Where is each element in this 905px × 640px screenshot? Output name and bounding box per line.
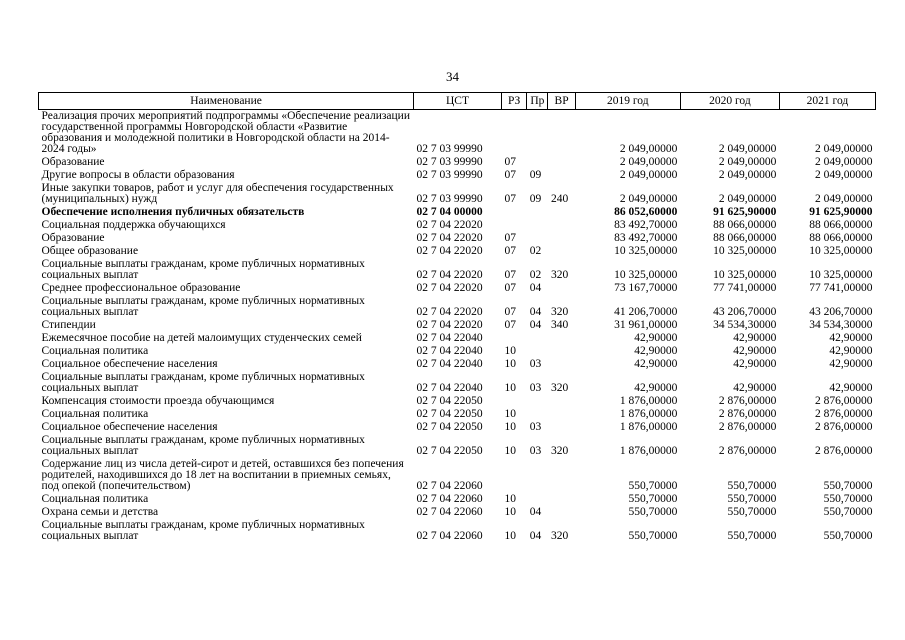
cell-rz: 07 xyxy=(504,319,516,331)
cell-name: Образование xyxy=(41,232,105,244)
cell-2019: 1 876,00000 xyxy=(619,421,678,433)
cell-rz: 10 xyxy=(504,506,516,518)
cell-2021: 43 206,70000 xyxy=(809,306,873,318)
cell-2021: 2 049,00000 xyxy=(815,169,873,181)
cell-2019: 42,90000 xyxy=(634,358,678,370)
cell-2019: 42,90000 xyxy=(634,332,678,344)
cell-rz xyxy=(501,110,526,157)
cell-pr: 09 xyxy=(529,169,542,181)
cell-2020: 42,90000 xyxy=(733,382,777,394)
cell-cst: 02 7 04 22020 xyxy=(416,306,483,318)
cell-cst: 02 7 04 22060 xyxy=(416,480,483,492)
cell-name: Социальная политика xyxy=(41,408,149,420)
cell-name: Иные закупки товаров, работ и услуг для обеспечения государственных (муниципальных) нужд xyxy=(41,182,394,205)
cell-2021: 42,90000 xyxy=(829,332,873,344)
cell-name: Общее образование xyxy=(41,245,139,257)
cell-cst: 02 7 04 22020 xyxy=(416,219,483,231)
cell-rz: 10 xyxy=(504,493,516,505)
cell-vr xyxy=(548,169,575,182)
cell-2020: 88 066,00000 xyxy=(713,232,777,244)
table-row xyxy=(39,371,876,395)
table-row xyxy=(39,345,876,358)
cell-2020: 10 325,00000 xyxy=(713,245,777,257)
cell-2021: 550,70000 xyxy=(823,480,873,492)
cell-2020: 10 325,00000 xyxy=(713,269,777,281)
table-row xyxy=(39,358,876,371)
cell-rz xyxy=(501,395,526,408)
cell-cst: 02 7 04 22050 xyxy=(416,421,483,433)
cell-name: Среднее профессиональное образование xyxy=(41,282,241,294)
cell-2021: 42,90000 xyxy=(829,358,873,370)
cell-2019: 2 049,00000 xyxy=(619,143,678,155)
cell-2020: 88 066,00000 xyxy=(713,219,777,231)
cell-vr xyxy=(548,219,575,232)
cell-2019: 83 492,70000 xyxy=(614,232,678,244)
cell-cst: 02 7 04 22040 xyxy=(416,345,483,357)
cell-rz: 07 xyxy=(504,169,516,181)
cell-name: Социальные выплаты гражданам, кроме публичных нормативных социальных выплат xyxy=(41,371,365,394)
cell-2020: 43 206,70000 xyxy=(713,306,777,318)
cell-2021: 550,70000 xyxy=(823,506,873,518)
table-row xyxy=(39,434,876,458)
cell-2021: 10 325,00000 xyxy=(809,245,873,257)
header-2021: 2021 год xyxy=(779,93,875,110)
cell-2021: 88 066,00000 xyxy=(809,219,873,231)
cell-cst: 02 7 04 22020 xyxy=(416,282,483,294)
cell-2019: 1 876,00000 xyxy=(619,408,678,420)
table-row xyxy=(39,182,876,206)
table-row xyxy=(39,395,876,408)
cell-2019: 41 206,70000 xyxy=(614,306,678,318)
cell-2020: 550,70000 xyxy=(727,530,777,542)
cell-cst: 02 7 04 22040 xyxy=(416,358,483,370)
cell-2019: 1 876,00000 xyxy=(619,395,678,407)
cell-pr xyxy=(527,110,548,157)
table-row xyxy=(39,110,876,157)
cell-2021: 77 741,00000 xyxy=(809,282,873,294)
table-header xyxy=(39,93,876,110)
cell-cst: 02 7 04 22040 xyxy=(416,382,483,394)
cell-2021: 2 876,00000 xyxy=(815,395,873,407)
cell-2019: 1 876,00000 xyxy=(619,445,678,457)
cell-rz: 07 xyxy=(504,193,516,205)
cell-rz: 10 xyxy=(504,530,516,542)
table-row xyxy=(39,519,876,543)
cell-name: Охрана семьи и детства xyxy=(41,506,159,518)
cell-2020: 2 876,00000 xyxy=(718,445,777,457)
table-row xyxy=(39,282,876,295)
budget-table xyxy=(38,92,876,543)
cell-pr: 03 xyxy=(529,358,542,370)
cell-2020: 2 049,00000 xyxy=(718,156,777,168)
cell-2021: 550,70000 xyxy=(823,530,873,542)
cell-name: Социальные выплаты гражданам, кроме публичных нормативных социальных выплат xyxy=(41,519,365,542)
cell-rz: 07 xyxy=(504,306,516,318)
cell-vr xyxy=(548,358,575,371)
table-row xyxy=(39,319,876,332)
cell-pr: 02 xyxy=(529,269,542,281)
cell-name: Содержание лиц из числа детей-сирот и детей, оставшихся без попечения родителей, находившихся до 18 лет на воспитании в приемных семьях, под опекой (попечительством) xyxy=(41,458,404,492)
cell-pr: 04 xyxy=(529,506,542,518)
cell-vr xyxy=(548,232,575,245)
cell-rz xyxy=(501,219,526,232)
cell-cst: 02 7 03 99990 xyxy=(416,156,483,168)
cell-rz: 10 xyxy=(504,421,516,433)
table-row xyxy=(39,506,876,519)
cell-cst: 02 7 04 22060 xyxy=(416,530,483,542)
cell-2021: 2 876,00000 xyxy=(815,421,873,433)
cell-2021: 34 534,30000 xyxy=(809,319,873,331)
table-row xyxy=(39,219,876,232)
cell-2021: 2 049,00000 xyxy=(815,156,873,168)
cell-2019: 2 049,00000 xyxy=(619,169,678,181)
cell-vr xyxy=(548,458,575,493)
table-row xyxy=(39,206,876,219)
cell-cst: 02 7 04 22050 xyxy=(416,395,483,407)
header-vr: ВР xyxy=(548,93,575,110)
cell-name: Социальное обеспечение населения xyxy=(41,358,218,370)
cell-2020: 42,90000 xyxy=(733,332,777,344)
header-pr: Пр xyxy=(527,93,548,110)
cell-vr: 320 xyxy=(550,269,569,281)
cell-name: Социальная политика xyxy=(41,493,149,505)
cell-pr xyxy=(527,232,548,245)
cell-cst: 02 7 04 22060 xyxy=(416,506,483,518)
cell-rz xyxy=(501,332,526,345)
table-row xyxy=(39,295,876,319)
cell-2019: 10 325,00000 xyxy=(614,269,678,281)
cell-vr xyxy=(548,421,575,434)
cell-pr: 04 xyxy=(529,530,542,542)
cell-name: Социальные выплаты гражданам, кроме публичных нормативных социальных выплат xyxy=(41,258,365,281)
table-row xyxy=(39,332,876,345)
cell-2019: 86 052,60000 xyxy=(614,206,678,218)
cell-2019: 2 049,00000 xyxy=(619,156,678,168)
cell-pr xyxy=(527,493,548,506)
cell-2021: 2 049,00000 xyxy=(815,143,873,155)
cell-2021: 2 876,00000 xyxy=(815,445,873,457)
table-row xyxy=(39,232,876,245)
cell-rz: 07 xyxy=(504,269,516,281)
cell-vr: 320 xyxy=(550,382,569,394)
cell-cst: 02 7 04 22050 xyxy=(416,445,483,457)
cell-2019: 83 492,70000 xyxy=(614,219,678,231)
cell-vr xyxy=(548,345,575,358)
cell-2020: 2 049,00000 xyxy=(718,143,777,155)
cell-name: Социальное обеспечение населения xyxy=(41,421,218,433)
cell-pr: 03 xyxy=(529,421,542,433)
table-row xyxy=(39,408,876,421)
cell-name: Реализация прочих мероприятий подпрограммы «Обеспечение реализации государственной программы Новгородской области «Развитие образования и молодежной политики в Новгородской области на 2014-2024 годы» xyxy=(41,110,410,155)
cell-cst: 02 7 04 22020 xyxy=(416,269,483,281)
cell-pr: 04 xyxy=(529,319,542,331)
cell-cst: 02 7 04 22040 xyxy=(416,332,483,344)
cell-cst: 02 7 04 22050 xyxy=(416,408,483,420)
cell-vr xyxy=(548,245,575,258)
cell-rz: 10 xyxy=(504,445,516,457)
cell-vr: 320 xyxy=(550,306,569,318)
cell-2021: 550,70000 xyxy=(823,493,873,505)
cell-rz: 07 xyxy=(504,282,516,294)
table-body xyxy=(39,110,876,544)
cell-name: Обеспечение исполнения публичных обязательств xyxy=(41,206,305,218)
cell-pr: 04 xyxy=(529,282,542,294)
cell-vr xyxy=(548,156,575,169)
cell-cst: 02 7 03 99990 xyxy=(416,169,483,181)
cell-2020: 550,70000 xyxy=(727,506,777,518)
cell-name: Другие вопросы в области образования xyxy=(41,169,235,181)
cell-2021: 10 325,00000 xyxy=(809,269,873,281)
cell-2019: 31 961,00000 xyxy=(614,319,678,331)
cell-2019: 550,70000 xyxy=(628,530,678,542)
cell-2019: 73 167,70000 xyxy=(614,282,678,294)
cell-cst: 02 7 04 00000 xyxy=(416,206,483,218)
cell-rz: 10 xyxy=(504,358,516,370)
cell-2021: 42,90000 xyxy=(829,345,873,357)
cell-2020: 34 534,30000 xyxy=(713,319,777,331)
cell-rz: 10 xyxy=(504,382,516,394)
cell-vr xyxy=(548,282,575,295)
cell-2019: 550,70000 xyxy=(628,480,678,492)
cell-cst: 02 7 04 22060 xyxy=(416,493,483,505)
header-2019: 2019 год xyxy=(575,93,680,110)
page-number: 34 xyxy=(446,69,459,84)
cell-vr xyxy=(548,110,575,157)
cell-vr: 320 xyxy=(550,445,569,457)
cell-pr xyxy=(527,395,548,408)
cell-pr: 03 xyxy=(529,382,542,394)
cell-2019: 2 049,00000 xyxy=(619,193,678,205)
cell-name: Компенсация стоимости проезда обучающимся xyxy=(41,395,275,407)
cell-vr: 340 xyxy=(550,319,569,331)
cell-2020: 42,90000 xyxy=(733,345,777,357)
cell-2020: 91 625,90000 xyxy=(713,206,777,218)
cell-2020: 2 876,00000 xyxy=(718,395,777,407)
cell-2020: 550,70000 xyxy=(727,493,777,505)
cell-rz: 10 xyxy=(504,345,516,357)
cell-pr xyxy=(527,206,548,219)
cell-name: Социальные выплаты гражданам, кроме публичных нормативных социальных выплат xyxy=(41,295,365,318)
cell-rz xyxy=(501,206,526,219)
cell-pr xyxy=(527,345,548,358)
cell-2020: 77 741,00000 xyxy=(713,282,777,294)
cell-vr: 240 xyxy=(550,193,569,205)
cell-pr: 04 xyxy=(529,306,542,318)
cell-2019: 42,90000 xyxy=(634,345,678,357)
table-row xyxy=(39,258,876,282)
cell-vr xyxy=(548,506,575,519)
cell-name: Социальная поддержка обучающихся xyxy=(41,219,226,231)
table-row xyxy=(39,156,876,169)
cell-2019: 10 325,00000 xyxy=(614,245,678,257)
cell-2020: 2 876,00000 xyxy=(718,408,777,420)
cell-rz xyxy=(501,458,526,493)
cell-name: Ежемесячное пособие на детей малоимущих студенческих семей xyxy=(41,332,362,344)
cell-cst: 02 7 04 22020 xyxy=(416,319,483,331)
cell-2020: 2 049,00000 xyxy=(718,169,777,181)
cell-name: Образование xyxy=(41,156,105,168)
cell-pr: 09 xyxy=(529,193,542,205)
cell-rz: 10 xyxy=(504,408,516,420)
cell-2020: 2 876,00000 xyxy=(718,421,777,433)
table-row xyxy=(39,458,876,493)
cell-2021: 88 066,00000 xyxy=(809,232,873,244)
cell-cst: 02 7 04 22020 xyxy=(416,245,483,257)
cell-2020: 550,70000 xyxy=(727,480,777,492)
cell-cst: 02 7 04 22020 xyxy=(416,232,483,244)
header-cst: ЦСТ xyxy=(414,93,502,110)
cell-pr xyxy=(527,156,548,169)
cell-pr: 03 xyxy=(529,445,542,457)
table-row xyxy=(39,493,876,506)
cell-2019: 42,90000 xyxy=(634,382,678,394)
cell-2021: 2 049,00000 xyxy=(815,193,873,205)
cell-rz: 07 xyxy=(504,232,516,244)
table-row xyxy=(39,245,876,258)
header-name: Наименование xyxy=(39,93,414,110)
cell-pr: 02 xyxy=(529,245,542,257)
cell-vr: 320 xyxy=(550,530,569,542)
cell-pr xyxy=(527,408,548,421)
cell-2020: 42,90000 xyxy=(733,358,777,370)
cell-name: Социальная политика xyxy=(41,345,149,357)
table-row xyxy=(39,421,876,434)
header-rz: РЗ xyxy=(501,93,526,110)
cell-2020: 2 049,00000 xyxy=(718,193,777,205)
cell-2019: 550,70000 xyxy=(628,506,678,518)
cell-rz: 07 xyxy=(504,156,516,168)
cell-pr xyxy=(527,332,548,345)
cell-pr xyxy=(527,458,548,493)
cell-pr xyxy=(527,219,548,232)
cell-name: Стипендии xyxy=(41,319,96,331)
cell-vr xyxy=(548,332,575,345)
header-2020: 2020 год xyxy=(680,93,779,110)
cell-cst: 02 7 03 99990 xyxy=(416,143,483,155)
cell-cst: 02 7 03 99990 xyxy=(416,193,483,205)
cell-vr xyxy=(548,206,575,219)
cell-vr xyxy=(548,493,575,506)
cell-vr xyxy=(548,408,575,421)
table-row xyxy=(39,169,876,182)
cell-2021: 2 876,00000 xyxy=(815,408,873,420)
cell-vr xyxy=(548,395,575,408)
cell-name: Социальные выплаты гражданам, кроме публичных нормативных социальных выплат xyxy=(41,434,365,457)
cell-2021: 42,90000 xyxy=(829,382,873,394)
cell-2021: 91 625,90000 xyxy=(809,206,873,218)
cell-rz: 07 xyxy=(504,245,516,257)
cell-2019: 550,70000 xyxy=(628,493,678,505)
